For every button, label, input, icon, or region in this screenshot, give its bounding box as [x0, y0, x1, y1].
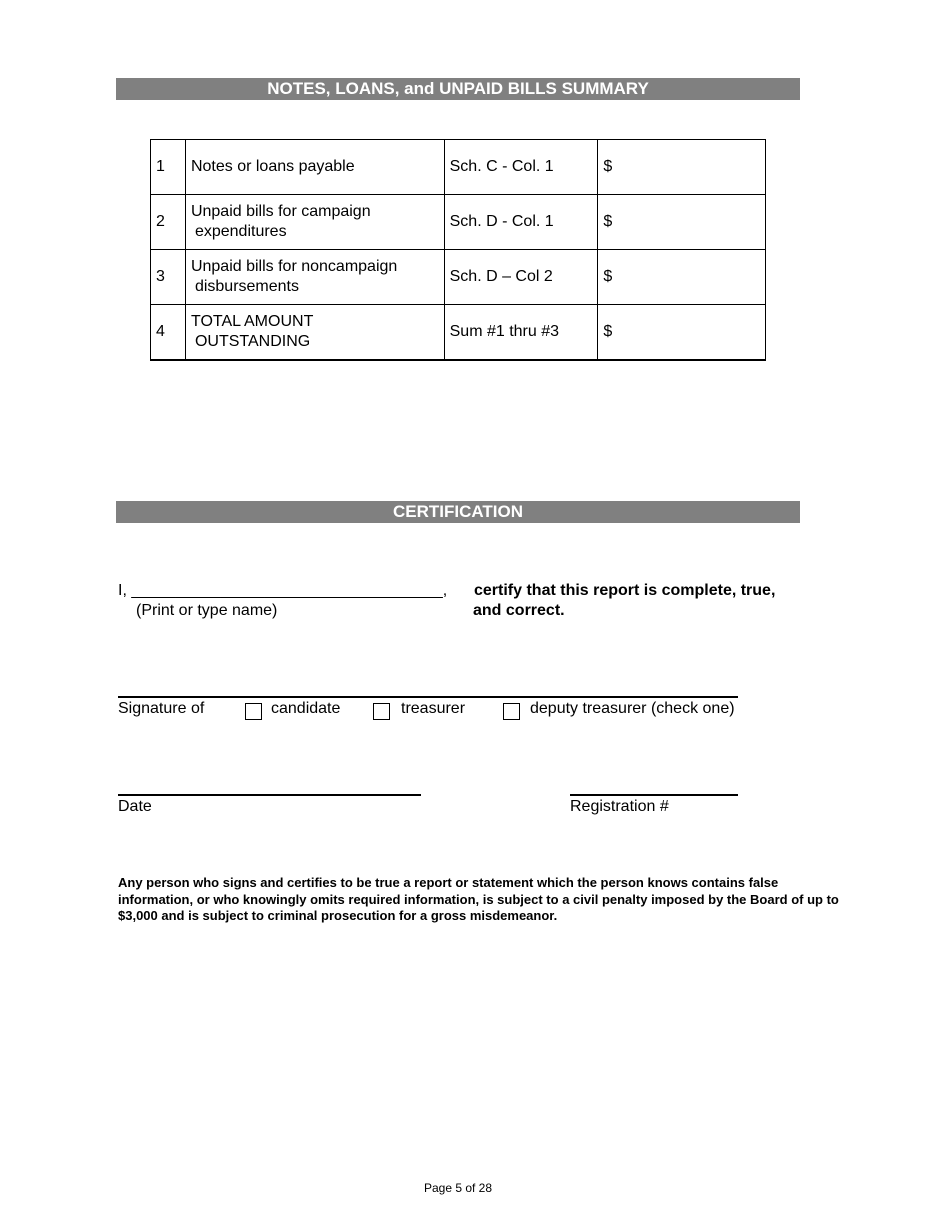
certify-statement-line2: and correct. — [473, 602, 565, 619]
row-number: 4 — [151, 305, 186, 360]
candidate-checkbox[interactable] — [245, 703, 262, 720]
name-caption: (Print or type name) — [136, 602, 278, 619]
row-description-line1: Unpaid bills for campaign — [190, 203, 371, 220]
table-row — [151, 195, 766, 250]
page-number: Page 5 of 28 — [423, 1181, 493, 1195]
name-field[interactable]: I, ___________________________________, — [118, 582, 448, 599]
deputy-treasurer-option-label: deputy treasurer (check one) — [530, 700, 735, 717]
deputy-treasurer-checkbox[interactable] — [503, 703, 520, 720]
row-description-line1: Unpaid bills for noncampaign — [190, 258, 398, 275]
row-description-line2: expenditures — [194, 223, 287, 240]
row-reference: Sch. D - Col. 1 — [444, 195, 598, 250]
candidate-option-label: candidate — [271, 700, 341, 717]
row-description — [185, 305, 444, 360]
summary-section-header: NOTES, LOANS, and UNPAID BILLS SUMMARY — [116, 78, 800, 100]
row-reference: Sch. C - Col. 1 — [444, 140, 598, 195]
signature-line[interactable] — [118, 696, 738, 698]
date-line[interactable] — [118, 794, 421, 796]
summary-table — [150, 139, 766, 361]
row-reference: Sch. D – Col 2 — [444, 250, 598, 305]
certify-statement-line1: certify that this report is complete, true, — [474, 582, 776, 599]
row-number: 2 — [151, 195, 186, 250]
registration-line[interactable] — [570, 794, 738, 796]
registration-label: Registration # — [570, 798, 669, 815]
row-reference: Sum #1 thru #3 — [444, 305, 598, 360]
treasurer-option-label: treasurer — [401, 700, 466, 717]
row-amount-field[interactable]: $ — [598, 140, 766, 195]
row-description-line2: OUTSTANDING — [194, 332, 311, 350]
table-row — [151, 140, 766, 195]
row-description-line1: TOTAL AMOUNT — [190, 312, 314, 330]
row-description-line1: Notes or loans payable — [190, 158, 355, 175]
row-amount-field[interactable]: $ — [598, 195, 766, 250]
treasurer-checkbox[interactable] — [373, 703, 390, 720]
row-amount-field[interactable]: $ — [598, 305, 766, 360]
date-label: Date — [118, 798, 152, 815]
table-row — [151, 250, 766, 305]
signature-label: Signature of — [118, 700, 205, 717]
row-number: 3 — [151, 250, 186, 305]
row-amount-field[interactable]: $ — [598, 250, 766, 305]
row-description — [185, 250, 444, 305]
row-description-line2: disbursements — [194, 278, 299, 295]
certification-section-header: CERTIFICATION — [116, 501, 800, 523]
table-row — [151, 305, 766, 360]
row-number: 1 — [151, 140, 186, 195]
penalty-disclaimer: Any person who signs and certifies to be true a report or statement which the person knows contains false information, or who knowingly omits required information, is subject to a civil penalty imposed by the Board of up to $3,000 and is subject to criminal prosecution for a gross misdemeanor. — [118, 875, 839, 923]
row-description — [185, 140, 444, 195]
row-description — [185, 195, 444, 250]
